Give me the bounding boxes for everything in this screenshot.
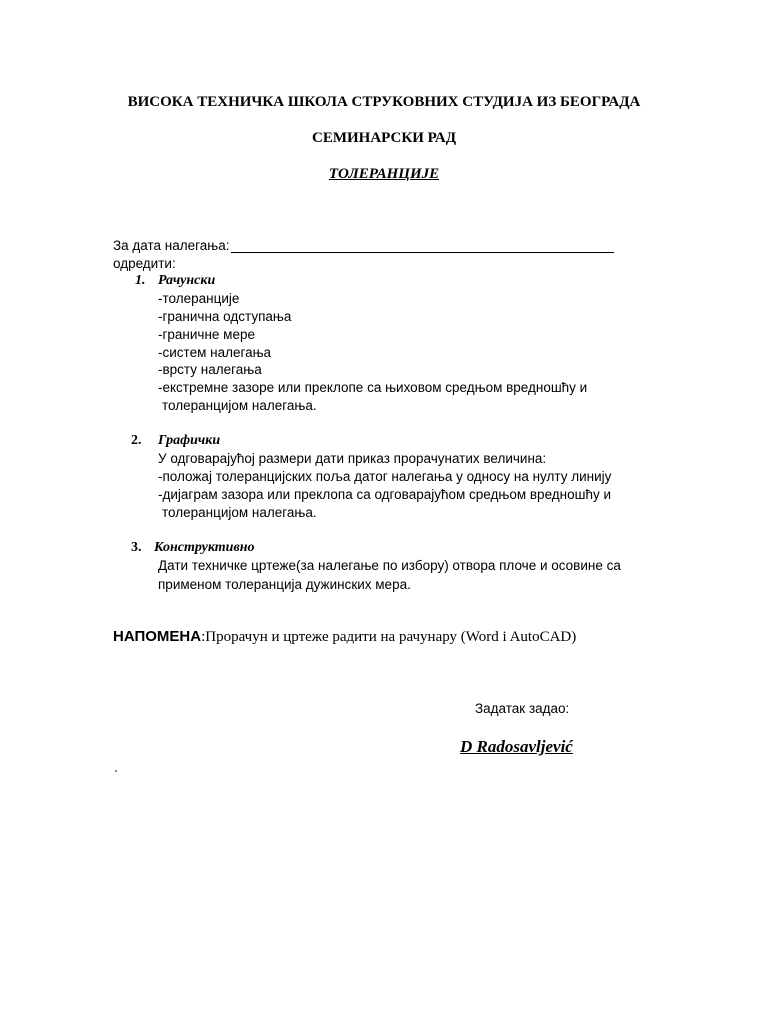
section1-item: -врсту налегања bbox=[158, 362, 262, 377]
document-type-heading: СЕМИНАРСКИ РАД bbox=[311, 130, 457, 146]
intro-determine: одредити: bbox=[113, 256, 176, 271]
institution-heading: ВИСОКА ТЕХНИЧКА ШКОЛА СТРУКОВНИХ СТУДИЈА ИЗ БЕОГРАДА bbox=[127, 94, 641, 110]
section2-item: -положај толеранцијских поља датог налегања у односу на нулту линију bbox=[158, 469, 612, 484]
section2-title: Графички bbox=[158, 433, 221, 448]
section1-item: -толеранције bbox=[158, 291, 240, 306]
section3-number: 3. bbox=[131, 540, 142, 555]
note-line bbox=[113, 628, 576, 646]
section1-item: -систем налегања bbox=[158, 345, 272, 360]
section2-item: У одговарајућој размери дати приказ прорачунатих величина: bbox=[158, 451, 547, 466]
assigned-by-label: Задатак задао: bbox=[475, 701, 570, 716]
section2-number: 2. bbox=[131, 433, 142, 448]
note-label: НАПОМЕНА bbox=[113, 628, 202, 645]
section1-item: -гранична одступања bbox=[158, 309, 292, 324]
section3-item: применом толеранција дужинских мера. bbox=[158, 577, 411, 592]
author-signature: D Radosavljević bbox=[460, 737, 573, 756]
section1-item: -граничне мере bbox=[158, 327, 255, 342]
section1-number: 1. bbox=[135, 273, 146, 288]
intro-label: За дата налегања: bbox=[113, 238, 230, 253]
section2-item: толеранцијом налегања. bbox=[162, 505, 317, 520]
section3-title: Конструктивно bbox=[154, 540, 255, 555]
fill-in-line bbox=[231, 252, 614, 253]
section1-item: -екстремне зазоре или преклопе са њиховом средњом вредношћу и bbox=[158, 380, 588, 395]
section2-item: -дијаграм зазора или преклопа са одговарајућом средњом вредношћу и bbox=[158, 487, 611, 502]
topic-heading: ТОЛЕРАНЦИЈЕ bbox=[328, 166, 440, 182]
stray-dot bbox=[115, 770, 117, 772]
note-text: :Прорачун и цртеже радити на рачунару (Word i AutoCAD) bbox=[201, 629, 577, 645]
section1-item: толеранцијом налегања. bbox=[162, 398, 317, 413]
section1-title: Рачунски bbox=[158, 273, 216, 288]
section3-item: Дати техничке цртеже(за налегање по избору) отвора плоче и осовине са bbox=[158, 558, 621, 573]
